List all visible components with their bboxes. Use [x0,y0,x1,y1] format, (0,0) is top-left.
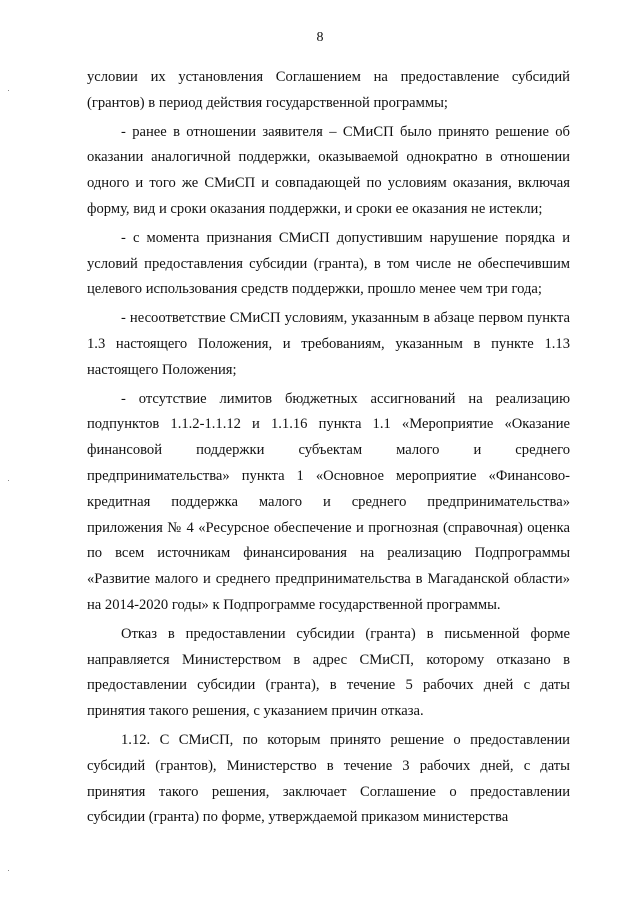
document-body [87,65,570,831]
text-line: - ранее в отношении заявителя – СМиСП было принято решение об [121,123,570,140]
text-line: оказании аналогичной поддержки, оказываемой однократно в отношении [87,149,570,166]
text-line: 1.3 настоящего Положения, и требованиям, указанным в пункте 1.13 [87,335,570,352]
scan-artifact [8,90,9,91]
text-line: по всем источникам финансирования на реализацию Подпрограммы [87,545,570,562]
text-line: настоящего Положения; [87,361,237,378]
text-line: финансовой поддержки субъектам малого и среднего [87,442,570,459]
text-line: принятия такого решения, заключает Соглашение о предоставлении [87,783,570,800]
text-line: на 2014-2020 годы» к Подпрограмме государственной программы. [87,596,501,613]
text-line: субсидий (грантов), Министерство в течение 3 рабочих дней, с даты [87,757,570,774]
text-line: целевого использования средств поддержки, прошло менее чем три года; [87,281,542,298]
paragraph-continued [87,65,570,117]
text-line: - отсутствие лимитов бюджетных ассигнований на реализацию [121,390,570,407]
paragraph-violation [87,226,570,303]
text-line: кредитная поддержка малого и среднего предпринимательства» [87,493,570,510]
text-line: приложения № 4 «Ресурсное обеспечение и прогнозная (справочная) оценка [87,519,570,536]
text-line: субсидии (гранта) по форме, утверждаемой приказом министерства [87,809,509,826]
paragraph-1-12 [87,728,570,831]
text-line: форму, вид и сроки оказания поддержки, и сроки ее оказания не истекли; [87,200,543,217]
paragraph-prior-support [87,120,570,223]
text-line: 1.12. С СМиСП, по которым принято решение о предоставлении [121,731,570,748]
text-line: предпринимательства» пункта 1 «Основное мероприятие «Финансово- [87,467,570,484]
text-line: «Развитие малого и среднего предпринимательства в Магаданской области» [87,571,570,588]
scan-artifact [8,870,9,871]
text-line: одного и того же СМиСП и совпадающей по условиям оказания, включая [87,175,570,192]
page-number: 8 [316,30,324,45]
paragraph-no-limits [87,387,570,619]
text-line: подпунктов 1.1.2-1.1.12 и 1.1.16 пункта 1.1 «Мероприятие «Оказание [87,416,570,433]
text-line: условий предоставления субсидии (гранта), в том числе не обеспечившим [87,255,570,272]
text-line: Отказ в предоставлении субсидии (гранта) в письменной форме [121,625,570,642]
text-line: (грантов) в период действия государственной программы; [87,94,448,111]
text-line: условии их установления Соглашением на предоставление субсидий [87,69,570,85]
text-line: - несоответствие СМиСП условиям, указанным в абзаце первом пункта [121,310,570,327]
text-line: направляется Министерством в адрес СМиСП, которому отказано в [87,651,570,668]
text-line: предоставлении субсидии (гранта), в течение 5 рабочих дней с даты [87,677,570,694]
text-line: принятия такого решения, с указанием причин отказа. [87,703,424,720]
paragraph-mismatch [87,306,570,383]
scan-artifact [8,480,9,481]
paragraph-refusal [87,622,570,725]
text-line: - с момента признания СМиСП допустившим нарушение порядка и [121,229,570,246]
